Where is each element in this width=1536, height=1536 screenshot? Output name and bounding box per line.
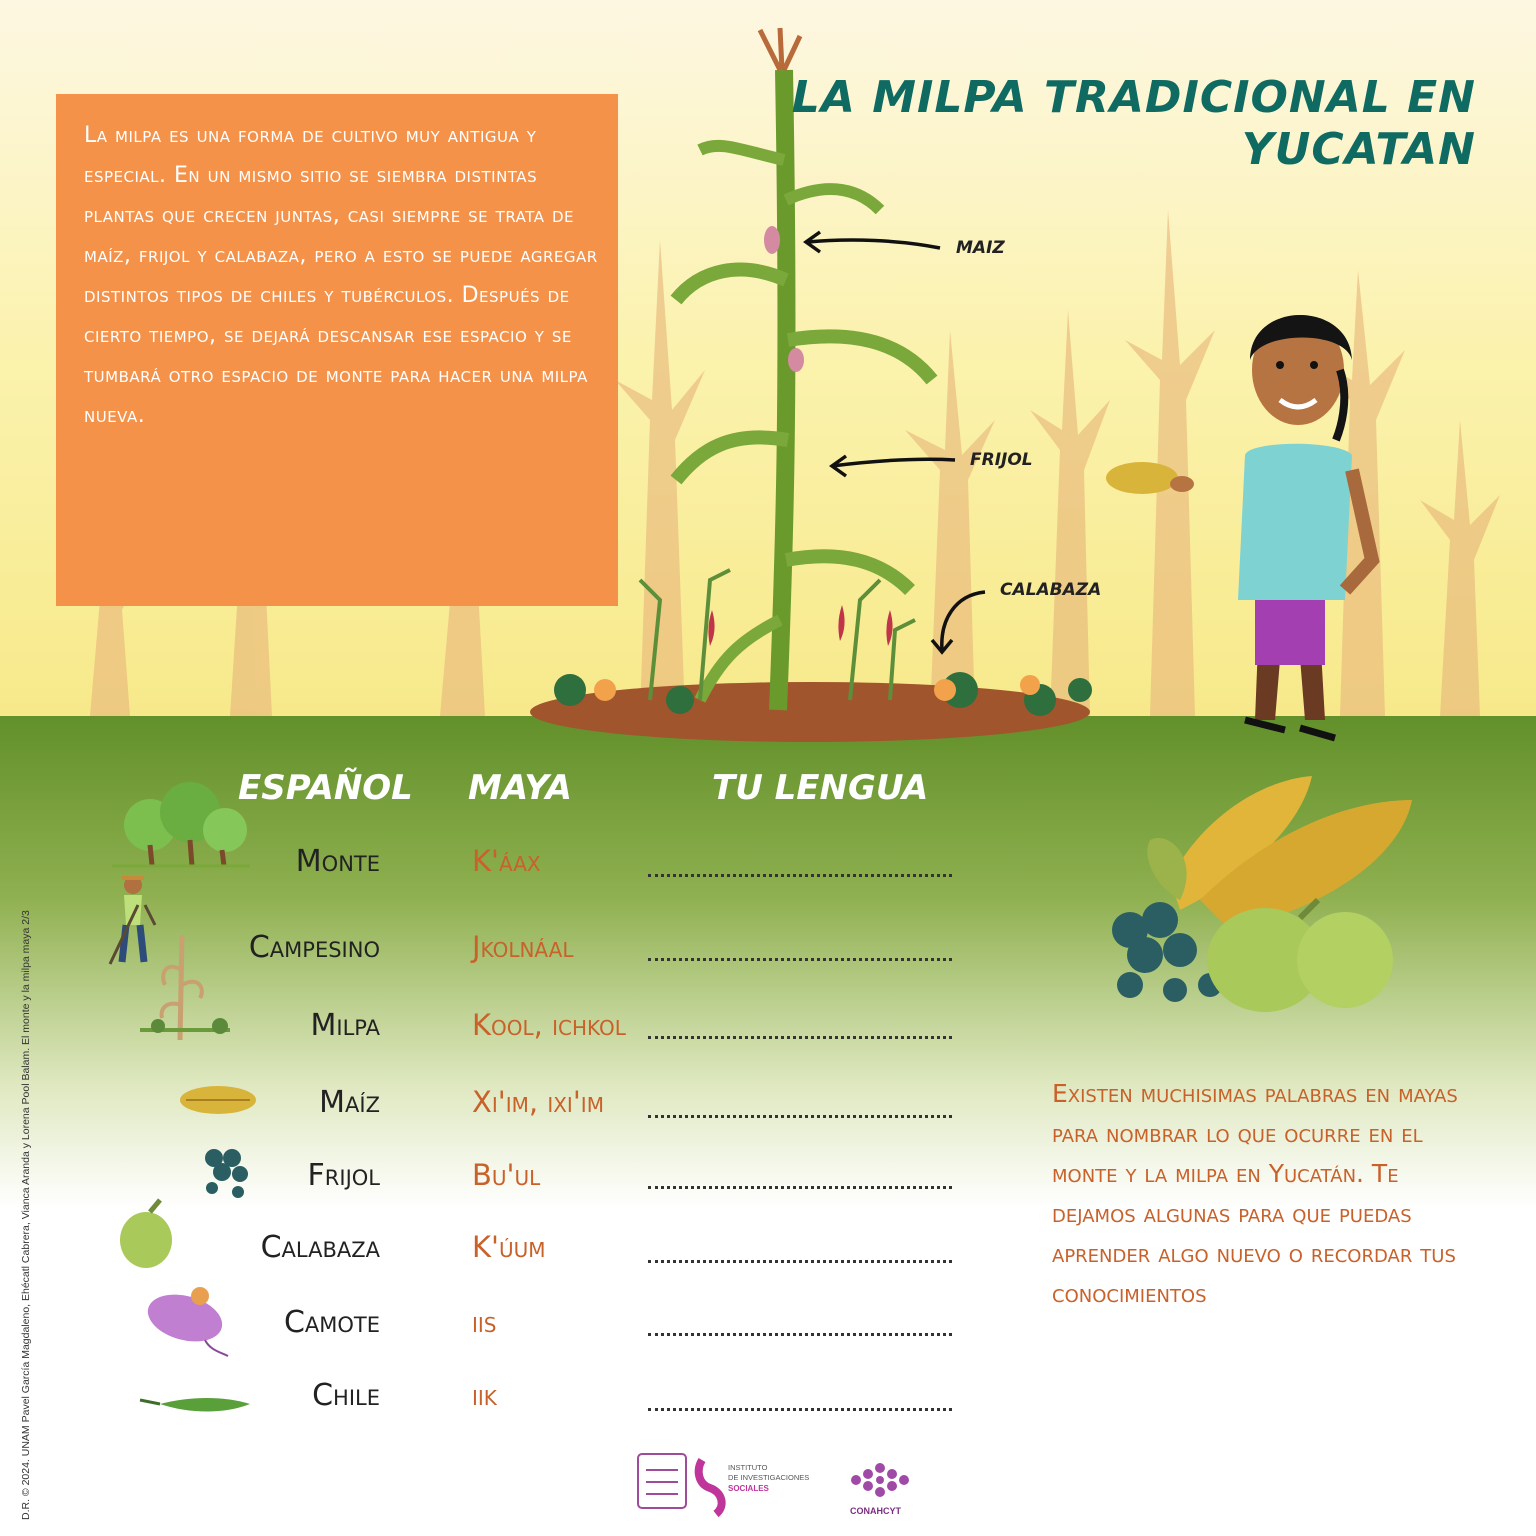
maya-word: iis — [472, 1305, 497, 1339]
iis-line-1: INSTITUTO — [728, 1463, 768, 1472]
answer-line[interactable] — [648, 1408, 952, 1411]
institution-logos — [636, 1450, 916, 1520]
unam-logo-icon — [638, 1454, 686, 1508]
answer-line[interactable] — [648, 874, 952, 877]
maya-word: iik — [472, 1378, 497, 1412]
side-note — [1052, 1074, 1472, 1314]
maya-word: K'úum — [472, 1230, 546, 1264]
answer-line[interactable] — [648, 1333, 952, 1336]
spanish-word: Camote — [283, 1305, 380, 1340]
page-title — [792, 72, 1476, 176]
conahcyt-logo-icon — [851, 1463, 909, 1497]
title-line-2: YUCATAN — [1241, 124, 1476, 175]
vocab-row-frijol — [0, 1158, 1000, 1218]
iis-line-3: SOCIALES — [728, 1484, 769, 1493]
vocab-row-milpa — [0, 1008, 1000, 1068]
vocab-row-camote — [0, 1305, 1000, 1365]
spanish-word: Chile — [312, 1378, 380, 1413]
answer-line[interactable] — [648, 1186, 952, 1189]
spanish-word: Monte — [295, 844, 380, 879]
column-maya: MAYA — [468, 768, 572, 808]
spanish-word: Maíz — [319, 1085, 380, 1120]
answer-line[interactable] — [648, 1260, 952, 1263]
label-maiz: MAIZ — [956, 238, 1005, 258]
vocab-row-maiz — [0, 1085, 1000, 1145]
intro-box — [56, 94, 618, 606]
credit-line: D.R. © 2024. UNAM Pavel García Magdaleno, Ehécatl Cabrera, Vianca Aranda y Lorena Pool Balam. El monte y la milpa maya 2/3 — [20, 910, 32, 1520]
maya-word: Bu'ul — [472, 1158, 541, 1192]
vocab-row-calabaza — [0, 1230, 1000, 1290]
spanish-word: Campesino — [248, 930, 380, 965]
maya-word: Jkolnáal — [472, 930, 574, 964]
iis-logo-icon — [699, 1460, 722, 1514]
column-espanol: ESPAÑOL — [238, 768, 413, 808]
answer-line[interactable] — [648, 1036, 952, 1039]
spanish-word: Milpa — [310, 1008, 380, 1043]
maya-word: Xi'im, ixi'im — [472, 1085, 604, 1119]
label-frijol: FRIJOL — [970, 450, 1033, 470]
conahcyt-label: CONAHCYT — [850, 1506, 901, 1516]
column-tu-lengua: TU LENGUA — [712, 768, 929, 808]
intro-text: La milpa es una forma de cultivo muy antigua y especial. En un mismo sitio se siembra distintas plantas que crecen juntas, casi siempre se trata de maíz, frijol y calabaza, pero a esto se puede agregar distintos tipos de chiles y tubérculos. Después de cierto tiempo, se dejará descansar ese espacio y se tumbará otro espacio de monte para hacer una milpa nueva. — [84, 123, 598, 428]
label-calabaza: CALABAZA — [1000, 580, 1102, 600]
answer-line[interactable] — [648, 958, 952, 961]
maya-word: Kool, ichkol — [472, 1008, 626, 1042]
vocab-row-chile — [0, 1378, 1000, 1438]
title-line-1: LA MILPA TRADICIONAL EN — [791, 72, 1476, 123]
vocab-row-campesino — [0, 930, 1000, 990]
spanish-word: Calabaza — [260, 1230, 380, 1265]
side-note-text: Existen muchisimas palabras en mayas para nombrar lo que ocurre en el monte y la milpa en Yucatán. Te dejamos algunas para que puedas aprender algo nuevo o recordar tus conocimientos — [1052, 1079, 1458, 1308]
maya-word: K'áax — [472, 844, 541, 878]
spanish-word: Frijol — [307, 1158, 380, 1193]
vocab-row-monte — [0, 844, 1000, 904]
iis-line-2: DE INVESTIGACIONES — [728, 1473, 810, 1482]
answer-line[interactable] — [648, 1115, 952, 1118]
